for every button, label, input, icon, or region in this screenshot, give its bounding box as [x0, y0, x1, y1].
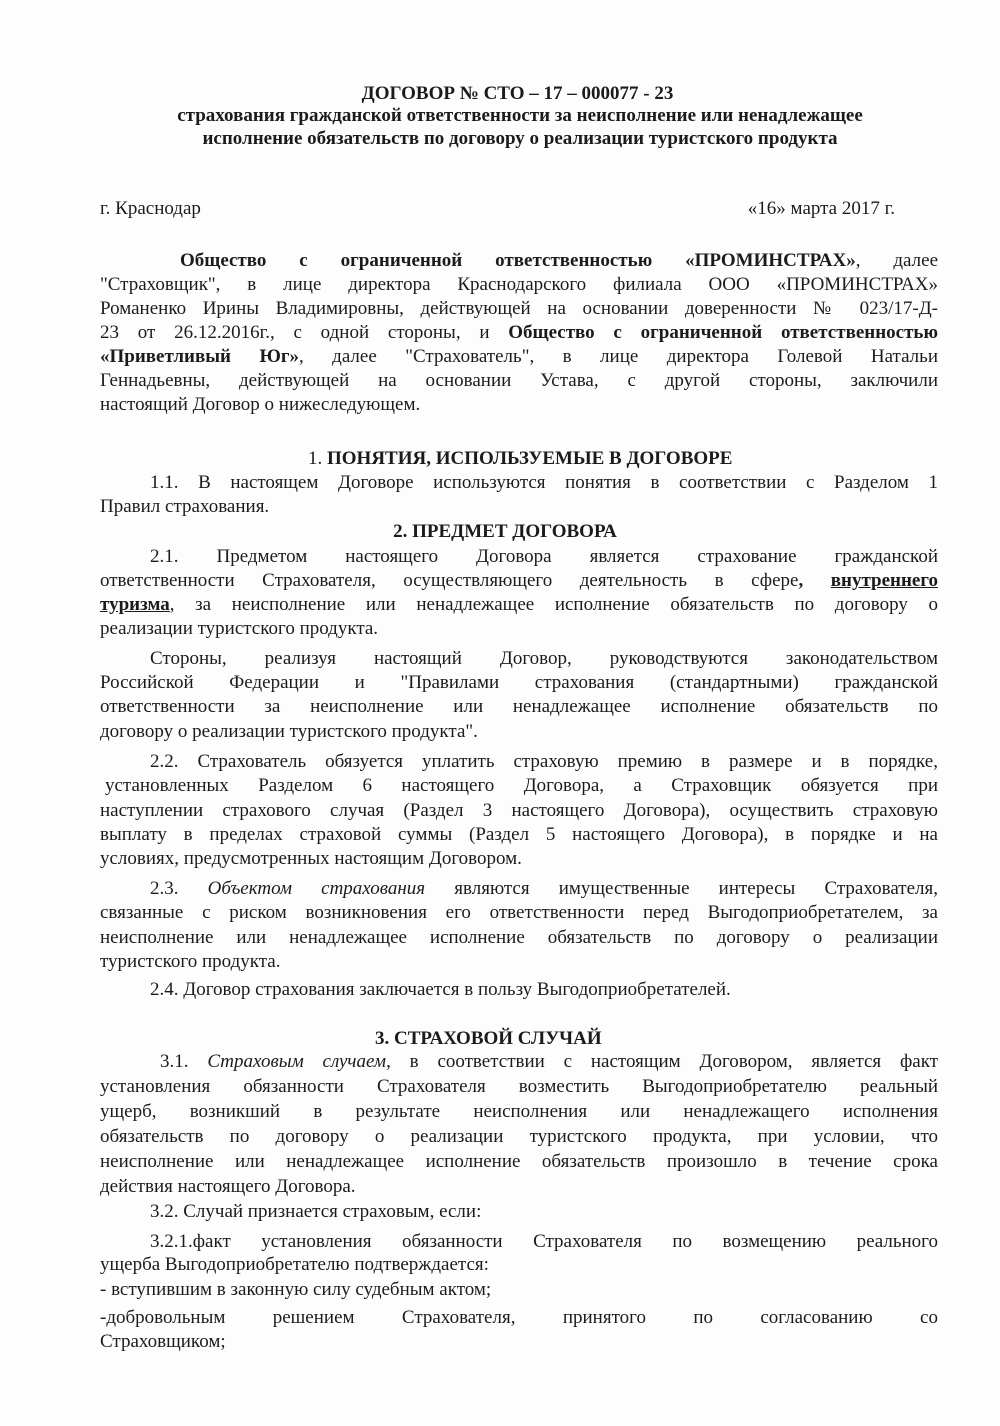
text-segment: 1.1. В настоящем Договоре используются понятия в соответствии с Разделом 1: [150, 472, 938, 493]
text-segment: неисполнение или ненадлежащее исполнение обязательств произошло в течение срока: [100, 1151, 938, 1172]
paragraph-line: [100, 1150, 938, 1174]
text-segment: , в соответствии с настоящим Договором, является факт: [386, 1051, 938, 1072]
paragraph-line: [100, 273, 938, 297]
text-segment: ДОГОВОР № СТО – 17 – 000077 - 23: [361, 83, 674, 104]
text-segment: исполнение обязательств по договору о реализации туристского продукта: [202, 128, 838, 149]
text-segment: г. Краснодар: [100, 198, 201, 219]
text-segment: являются имущественные интересы Страхователя,: [425, 878, 938, 899]
text-segment: Стороны, реализуя настоящий Договор, руководствуются законодательством: [150, 648, 938, 669]
text-segment: 2.2. Страхователь обязуется уплатить страховую премию в размере и в порядке,: [150, 751, 938, 772]
text-segment: , за неисполнение или ненадлежащее исполнение обязательств по договору о: [169, 594, 938, 615]
text-segment: 3.: [375, 1028, 394, 1049]
paragraph-line: [100, 495, 500, 519]
paragraph-line: [100, 901, 938, 925]
text-segment: Российской Федерации и "Правилами страхования (стандартными) гражданской: [100, 672, 938, 693]
text-segment: ответственности Страхователя, осуществляющего деятельность в сфере: [100, 570, 799, 591]
paragraph-line: [100, 1175, 600, 1199]
contract-subtitle: [100, 127, 940, 151]
paragraph-line: [160, 1050, 938, 1074]
text-segment: , далее "Страхователь", в лице директора Голевой Натальи: [298, 346, 938, 367]
paragraph-line: [100, 695, 938, 719]
text-segment: ,: [798, 570, 831, 591]
paragraph-line: [100, 823, 938, 847]
text-segment: , далее: [855, 250, 938, 271]
paragraph-line: [150, 978, 900, 1002]
paragraph-line: [100, 1100, 938, 1124]
paragraph-line: [100, 297, 938, 321]
paragraph-line: [100, 393, 700, 417]
paragraph-line: [150, 1200, 700, 1224]
text-segment: договору о реализации туристского продукта".: [100, 721, 478, 742]
text-segment: ущерба Выгодоприобретателю подтверждается:: [100, 1254, 489, 1275]
text-segment: 3.2.1.факт установления обязанности Страхователя по возмещению реального: [150, 1231, 938, 1252]
text-segment: страхования гражданской ответственности за неисполнение или ненадлежащее: [177, 105, 863, 126]
text-segment: связанные с риском возникновения его ответственности перед Выгодоприобретателем, за: [100, 902, 938, 923]
paragraph-line: [150, 471, 938, 495]
text-segment: "Страховщик", в лице директора Краснодарского филиала ООО «ПРОМИНСТРАХ»: [100, 274, 938, 295]
section-heading-1: [308, 447, 800, 471]
text-segment: Геннадьевны, действующей на основании Устава, с другой стороны, заключили: [100, 370, 938, 391]
text-segment: ответственности за неисполнение или ненадлежащее исполнение обязательств по: [100, 696, 938, 717]
paragraph-line: [100, 1330, 500, 1354]
text-segment: Правил страхования.: [100, 496, 270, 517]
text-segment: «Приветливый Юг»: [100, 346, 299, 367]
paragraph-line: [100, 671, 938, 695]
text-segment: Общество с ограниченной ответственностью «ПРОМИНСТРАХ»: [180, 250, 856, 271]
text-segment: Страховым случаем: [207, 1051, 387, 1072]
paragraph-line: [150, 877, 938, 901]
text-segment: 1.: [308, 448, 327, 469]
text-segment: наступлении страхового случая (Раздел 3 настоящего Договора), осуществить страховую: [100, 800, 938, 821]
text-segment: ущерб, возникший в результате неисполнения или ненадлежащего исполнения: [100, 1101, 938, 1122]
text-segment: условиях, предусмотренных настоящим Договором.: [100, 848, 522, 869]
paragraph-line: [150, 1230, 938, 1254]
paragraph-line: [100, 1278, 700, 1302]
text-segment: действия настоящего Договора.: [100, 1176, 356, 1197]
paragraph-line: [100, 593, 938, 617]
text-segment: Романенко Ирины Владимировны, действующей на основании доверенности № 023/17-Д-: [100, 298, 938, 319]
paragraph-line: [100, 345, 938, 369]
contract-subtitle: [100, 104, 940, 128]
text-segment: 2.4. Договор страхования заключается в пользу Выгодоприобретателей.: [150, 979, 731, 1000]
text-segment: установления обязанности Страхователя возместить Выгодоприобретателю реальный: [100, 1076, 938, 1097]
text-segment: «16» марта 2017 г.: [747, 198, 895, 219]
paragraph-line: [100, 1253, 700, 1277]
text-segment: 2.3.: [150, 878, 208, 899]
text-segment: ПОНЯТИЯ, ИСПОЛЬЗУЕМЫЕ В ДОГОВОРЕ: [327, 448, 733, 469]
paragraph-line: [150, 647, 938, 671]
text-segment: реализации туристского продукта.: [100, 618, 379, 639]
date: [600, 197, 895, 221]
paragraph-line: [100, 321, 938, 345]
paragraph-line: [100, 617, 600, 641]
text-segment: настоящий Договор о нижеследующем.: [100, 394, 421, 415]
paragraph-line: [105, 774, 938, 798]
section-heading-3: [375, 1027, 800, 1051]
paragraph-line: [100, 950, 500, 974]
text-segment: неисполнение или ненадлежащее исполнение обязательств по договору о реализации: [100, 927, 938, 948]
section-heading-2: [100, 520, 910, 544]
text-segment: - вступившим в законную силу судебным актом;: [100, 1279, 492, 1300]
paragraph-line: [100, 1125, 938, 1149]
text-segment: выплату в пределах страховой суммы (Раздел 5 настоящего Договора), в порядке и на: [100, 824, 938, 845]
text-segment: -добровольным решением Страхователя, принятого по согласованию со: [100, 1307, 938, 1328]
paragraph-line: [180, 249, 938, 273]
paragraph-line: [100, 799, 938, 823]
text-segment: внутреннего: [830, 570, 938, 591]
text-segment: СТРАХОВОЙ СЛУЧАЙ: [394, 1028, 602, 1049]
text-segment: Страховщиком;: [100, 1331, 226, 1352]
text-segment: 2.1. Предметом настоящего Договора является страхование гражданской: [150, 546, 938, 567]
text-segment: туризма: [100, 594, 170, 615]
text-segment: обязательств по договору о реализации туристского продукта, при условии, что: [100, 1126, 938, 1147]
paragraph-line: [100, 369, 938, 393]
paragraph-line: [100, 720, 700, 744]
paragraph-line: [100, 1075, 938, 1099]
text-segment: установленных Разделом 6 настоящего Договора, а Страховщик обязуется при: [105, 775, 938, 796]
paragraph-line: [100, 569, 938, 593]
paragraph-line: [100, 1306, 938, 1330]
paragraph-line: [100, 847, 700, 871]
text-segment: 23 от 26.12.2016г., с одной стороны, и: [100, 322, 509, 343]
contract-title: [100, 82, 935, 106]
text-segment: Объектом страхования: [207, 878, 426, 899]
text-segment: 3.2. Случай признается страховым, если:: [150, 1201, 482, 1222]
text-segment: туристского продукта.: [100, 951, 281, 972]
text-segment: Общество с ограниченной ответственностью: [508, 322, 938, 343]
text-segment: 2. ПРЕДМЕТ ДОГОВОРА: [393, 521, 617, 542]
paragraph-line: [100, 926, 938, 950]
paragraph-line: [150, 750, 938, 774]
paragraph-line: [150, 545, 938, 569]
city: [100, 197, 400, 221]
text-segment: 3.1.: [160, 1051, 208, 1072]
